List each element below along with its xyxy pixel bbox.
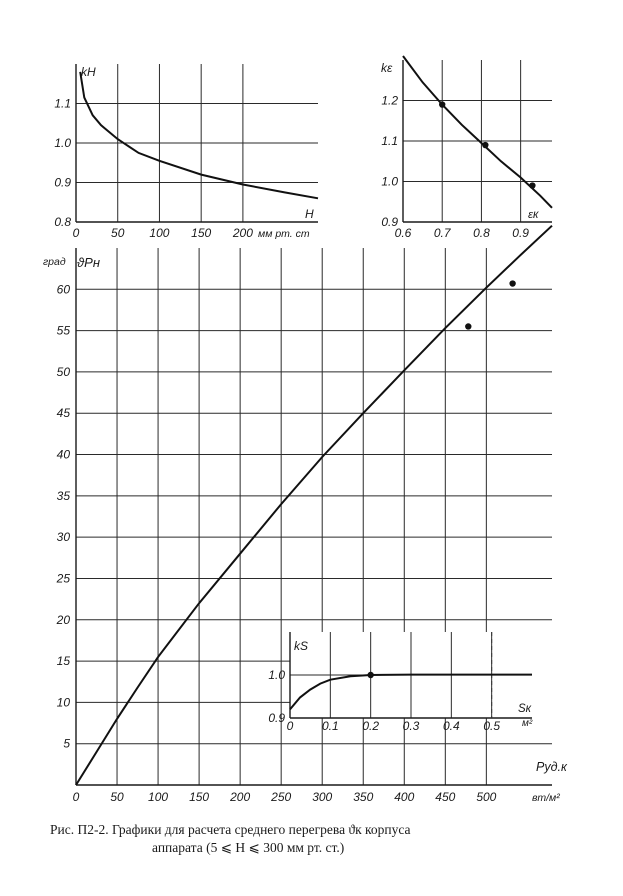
y-tick-label: 60: [56, 282, 70, 297]
y-tick-label: 5: [63, 736, 70, 751]
y-tick-label: 1.2: [381, 93, 398, 108]
y-tick-label: 1.0: [381, 174, 398, 189]
data-point: [482, 142, 488, 148]
data-point: [439, 101, 445, 107]
y-tick-label: 10: [56, 695, 70, 710]
x-axis-label: Sк: [518, 703, 532, 715]
data-point: [367, 672, 373, 678]
chart-kS: [268, 632, 552, 733]
y-tick-label: 1.0: [268, 668, 285, 682]
y-tick-label: 1.0: [54, 136, 71, 150]
x-tick-label: 350: [353, 790, 374, 804]
x-tick-label: 100: [149, 226, 170, 240]
x-tick-label: 0: [286, 719, 294, 733]
x-tick-label: 0.5: [483, 719, 501, 733]
x-tick-label: 450: [435, 790, 456, 804]
x-tick-label: 300: [312, 790, 333, 804]
x-axis-label: εк: [528, 209, 539, 221]
series-line: [80, 72, 318, 198]
data-point: [509, 280, 515, 286]
x-tick-label: 250: [271, 790, 292, 804]
y-tick-label: 35: [56, 488, 70, 503]
caption-line-2: аппарата (5 ⩽ H ⩽ 300 мм рт. ст.): [152, 840, 345, 855]
y-axis-unit: град: [43, 256, 66, 268]
y-tick-label: 45: [56, 406, 70, 421]
x-tick-label: 0.7: [433, 226, 451, 240]
y-tick-label: 1.1: [381, 134, 398, 148]
x-tick-label: 0.6: [394, 226, 412, 240]
x-tick-label: 200: [232, 226, 253, 240]
y-axis-label: kH: [81, 65, 96, 79]
x-axis-unit: вт/м²: [532, 792, 560, 804]
x-tick-label: 0: [72, 790, 80, 804]
chart-kH: [54, 64, 318, 240]
x-axis-unit: мм рт. ст: [258, 228, 310, 240]
x-tick-label: 0: [72, 226, 80, 240]
chart-ke: [381, 56, 552, 240]
x-tick-label: 200: [230, 790, 251, 804]
y-tick-label: 0.9: [268, 711, 285, 725]
x-tick-label: 0.3: [402, 719, 420, 733]
x-tick-label: 150: [189, 790, 210, 804]
x-tick-label: 0.2: [362, 719, 380, 733]
x-axis-label: Pуд.к: [536, 760, 567, 774]
caption-line-1: Рис. П2-2. Графики для расчета среднего перегрева ϑк корпуса: [50, 822, 411, 837]
x-tick-label: 0.9: [512, 226, 529, 240]
x-tick-label: 50: [111, 226, 125, 240]
data-point: [529, 182, 535, 188]
y-tick-label: 50: [56, 364, 70, 379]
x-axis-label: H: [305, 207, 314, 221]
y-tick-label: 0.9: [54, 175, 71, 190]
x-axis-unit: м²: [522, 718, 533, 729]
y-axis-label: kS: [294, 639, 309, 653]
x-tick-label: 100: [148, 790, 169, 804]
y-tick-label: 0.8: [54, 215, 71, 229]
y-axis-label: ϑPн: [77, 255, 100, 270]
x-tick-label: 50: [110, 790, 124, 804]
y-tick-label: 20: [56, 612, 70, 627]
y-tick-label: 15: [56, 654, 70, 669]
x-tick-label: 400: [394, 790, 415, 804]
y-tick-label: 1.1: [54, 96, 71, 111]
y-tick-label: 30: [56, 530, 70, 545]
y-tick-label: 0.9: [381, 215, 398, 229]
y-tick-label: 40: [56, 447, 70, 462]
x-tick-label: 0.4: [442, 719, 460, 733]
data-point: [465, 323, 471, 329]
x-tick-label: 0.1: [321, 719, 339, 733]
x-tick-label: 500: [476, 790, 497, 804]
y-tick-label: 55: [56, 323, 70, 338]
x-tick-label: 0.8: [473, 226, 490, 240]
x-tick-label: 150: [191, 226, 212, 240]
y-tick-label: 25: [56, 571, 70, 586]
y-axis-label: kε: [381, 61, 393, 75]
